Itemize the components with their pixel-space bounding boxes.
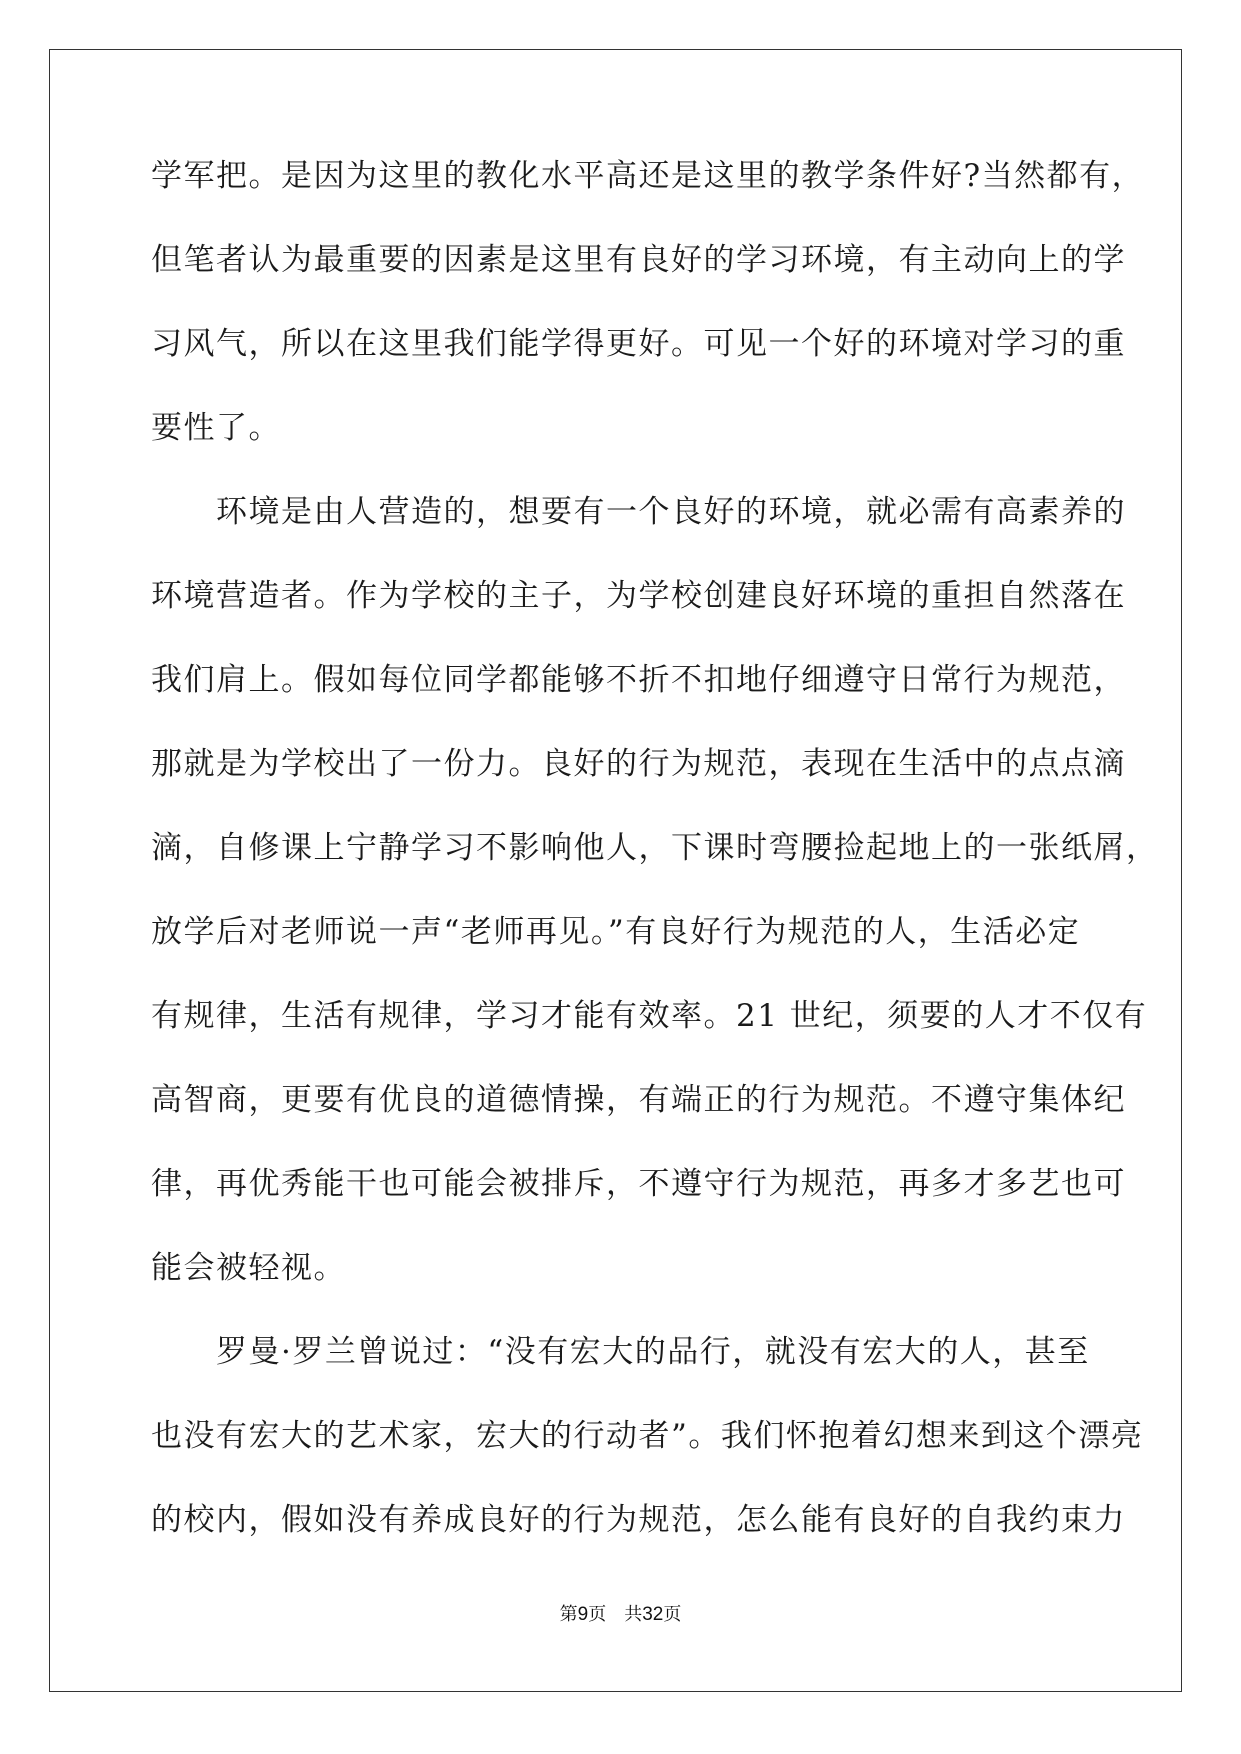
page-unit: 页 bbox=[588, 1604, 607, 1625]
text-line-12: 高智商，更要有优良的道德情操，有端正的行为规范。不遵守集体纪 bbox=[151, 1082, 1126, 1118]
page-number: 9 bbox=[577, 1604, 589, 1625]
text-line-5: 环境是由人营造的，想要有一个良好的环境，就必需有高素养的 bbox=[151, 494, 1126, 530]
text-line-4: 要性了。 bbox=[151, 410, 281, 446]
text-line-13: 律，再优秀能干也可能会被排斥，不遵守行为规范，再多才多艺也可 bbox=[151, 1166, 1126, 1202]
total-unit: 页 bbox=[663, 1604, 682, 1625]
text-line-10: 放学后对老师说一声“老师再见。”有良好行为规范的人，生活必定 bbox=[151, 914, 1081, 950]
text-line-11: 有规律，生活有规律，学习才能有效率。21 世纪，须要的人才不仅有 bbox=[151, 998, 1148, 1034]
text-line-2: 但笔者认为最重要的因素是这里有良好的学习环境，有主动向上的学 bbox=[151, 242, 1126, 278]
text-line-14: 能会被轻视。 bbox=[151, 1250, 346, 1286]
text-line-15: 罗曼·罗兰曾说过：“没有宏大的品行，就没有宏大的人，甚至 bbox=[151, 1334, 1090, 1370]
text-line-3: 习风气，所以在这里我们能学得更好。可见一个好的环境对学习的重 bbox=[151, 326, 1126, 362]
text-line-7: 我们肩上。假如每位同学都能够不折不扣地仔细遵守日常行为规范， bbox=[151, 662, 1126, 698]
document-body bbox=[151, 156, 1159, 1584]
text-line-16: 也没有宏大的艺术家，宏大的行动者”。我们怀抱着幻想来到这个漂亮 bbox=[151, 1418, 1144, 1454]
text-line-1: 学军把。是因为这里的教化水平高还是这里的教学条件好?当然都有， bbox=[151, 158, 1145, 194]
text-line-9: 滴，自修课上宁静学习不影响他人，下课时弯腰捡起地上的一张纸屑， bbox=[151, 830, 1159, 866]
text-line-8: 那就是为学校出了一份力。良好的行为规范，表现在生活中的点点滴 bbox=[151, 746, 1126, 782]
page-footer bbox=[0, 1600, 1241, 1626]
text-line-17: 的校内，假如没有养成良好的行为规范，怎么能有良好的自我约束力 bbox=[151, 1502, 1126, 1538]
page-prefix: 第 bbox=[559, 1604, 578, 1625]
total-prefix: 共 bbox=[624, 1604, 643, 1625]
text-line-6: 环境营造者。作为学校的主子，为学校创建良好环境的重担自然落在 bbox=[151, 578, 1126, 614]
total-pages: 32 bbox=[642, 1604, 664, 1625]
